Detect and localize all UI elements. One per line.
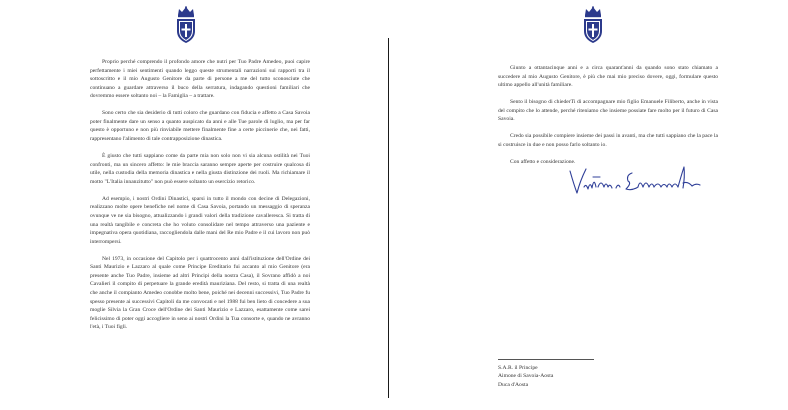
paragraph: Credo sia possibile compiere insieme dei passi in avanti, ma che tutti sappiano che la pace la si costruisce in due e non posso farlo soltanto io. xyxy=(498,133,718,149)
paragraph: Nel 1973, in occasione del Capitolo per i quattrocento anni dall'istituzione dell'Ordine dei Santi Maurizio e Lazzaro al quale come Principe Ereditario fui accanto al mio Genitore (era presente anche Tuo Padre, insieme ad altri Principi della nostra Casa), il Sovrano affidò a noi Cavalieri il compito di perpetuare la grande eredità mauriziana. Del resto, si tratta di una realtà che anche il compianto Amedeo conobbe molto bene, poiché nei decenni successivi, Tuo Padre fu spesso presente ai successivi Capitoli da me convocati e nel 1988 fui ben lieto di concedere a sua moglie Silvia la Gran Croce dell'Ordine dei Santi Maurizio e Lazzaro, esattamente come sarei felicissimo di poter oggi accogliere in seno ai nostri Ordini la Tua consorte e, quando ne avranno l'età, i Tuoi figli. xyxy=(90,255,310,331)
handwritten-signature xyxy=(566,163,726,197)
letter-body-left xyxy=(90,58,310,340)
recipient-line: Aimone di Savoia-Aosta xyxy=(498,373,554,380)
paragraph: Sento il bisogno di chiederTi di accompagnare mio figlio Emanuele Filiberto, anche in vista del compito che lo attende, perché riteniamo che insieme possiate fare molto per il futuro di Casa Savoia. xyxy=(498,99,718,123)
paragraph: Ad esempio, i nostri Ordini Dinastici, sparsi in tutto il mondo con decine di Delegazioni, realizzano molte opere benefiche nel nome di Casa Savoia, portando un messaggio di speranza ovunque ve ne sia bisogno, attualizzando i grandi valori della tradizione cavalleresca. Si tratta di una realtà tangibile e concreta che ho voluto consolidare nel tempo attraverso una paziente e impegnativa opera quotidiana, raccogliendola dalle mani del Re mio Padre e il cui lavoro non può interrompersi. xyxy=(90,195,310,245)
paragraph: Proprio perché comprendo il profondo amore che nutri per Tuo Padre Amedeo, puoi capire perfettamente i miei sentimenti quando leggo queste strumentali narrazioni sui rapporti tra il sottoscritto e il mio Augusto Genitore da parte di persone a me del tutto sconosciute che continuano a guardare attraverso il buco della serratura, indagando questioni familiari che dovremmo essere soltanto noi – la Famiglia – a trattare. xyxy=(90,59,310,100)
recipient-block xyxy=(498,364,553,389)
paragraph: Giunto a ottantacinque anni e a circa quarant'anni da quando sono stato chiamato a succedere al mio Augusto Genitore, è più che mai mio preciso dovere, oggi, formulare questo ultimo appello all'unità familiare. xyxy=(498,65,718,89)
recipient-line: Duca d'Aosta xyxy=(498,381,529,388)
closing-line: Con affetto e considerazione. xyxy=(510,159,576,166)
page-divider xyxy=(388,38,389,398)
signature-rule xyxy=(498,359,594,360)
letter-body-right xyxy=(498,64,718,175)
paragraph: Sono certo che sia desiderio di tutti coloro che guardano con fiducia e affetto a Casa Savoia poter finalmente dare un senso a quanto auspicato da anni e alle Tue parole di luglio, ma per far questo è opportuno e non più rinviabile mettere finalmente fine a certe piccinerie che, nei fatti, rappresentano l'alimento di tale contrapposizione dinastica. xyxy=(90,110,310,142)
paragraph: È giusto che tutti sappiano come da parte mia non solo non vi sia alcuna ostilità nei Tuoi confronti, ma un sincero affetto: le mie braccia saranno sempre aperte per costruire qualcosa di utile, nella custodia della memoria dinastica e nella giusta distinzione dei ruoli. Ma richiamare il motto "L'Italia innanzitutto" non può essere soltanto un esercizio retorico. xyxy=(90,153,310,185)
savoy-crest-icon xyxy=(582,6,604,44)
recipient-line: S.A.R. il Principe xyxy=(498,365,538,371)
letter-page-right xyxy=(396,0,788,410)
savoy-crest-icon xyxy=(175,6,197,44)
